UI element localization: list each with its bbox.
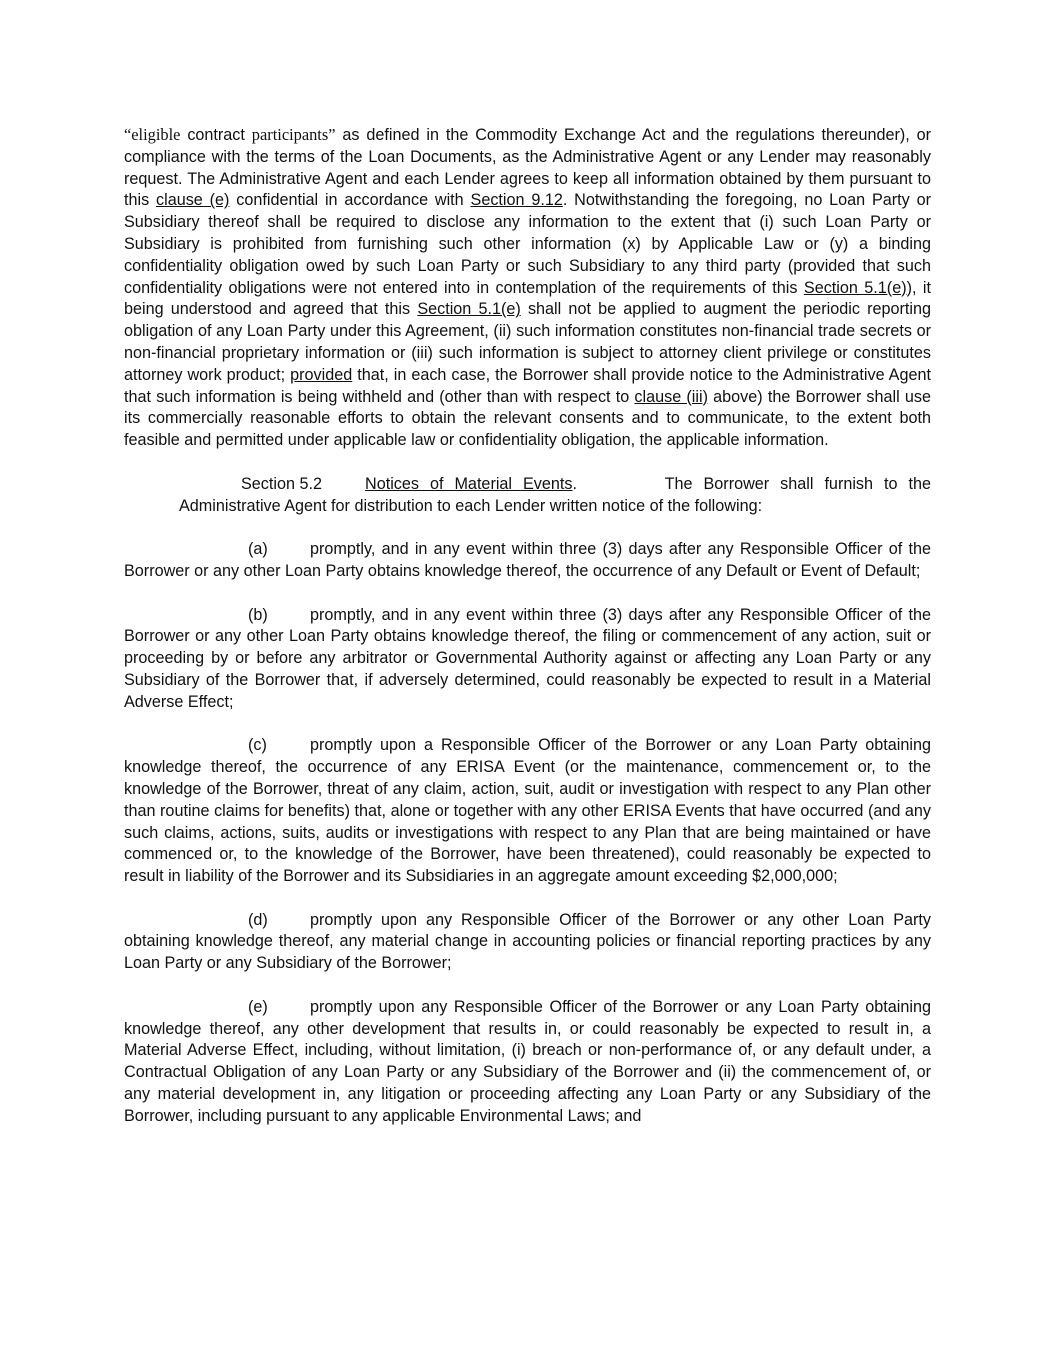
- section-intro-continuation: Administrative Agent for distribution to each Lender written notice of the following:: [179, 496, 763, 515]
- item-text: promptly, and in any event within three (3) days after any Responsible Officer of the Borrower or any other Loan Party obtains knowledge thereof, the occurrence of any Default or Event of Default;: [124, 540, 931, 580]
- defined-proviso: provided: [290, 365, 353, 384]
- list-item: [124, 910, 931, 975]
- section-number: Section 5.2: [241, 474, 322, 493]
- item-label: (a): [248, 540, 268, 559]
- paragraph-text: above) the Borrower shall use its commercially reasonable efforts to obtain the relevant consents and to communicate, to the extent both feasible and permitted under applicable law or confidentiality obligation, the applicable information.: [124, 387, 931, 450]
- paragraph-text: confidential in accordance with: [229, 191, 471, 210]
- item-label: (e): [248, 997, 268, 1016]
- list-item: [124, 605, 931, 714]
- list-item: [124, 735, 931, 888]
- paragraph-text: shall not be applied to augment the periodic reporting obligation of any Loan Party under this Agreement, (ii) such information constitutes non-financial trade secrets or non-financial proprietary information or (iii) such information is subject to attorney client privilege or constitutes attorney work product;: [124, 300, 932, 384]
- cross-reference: Section 9.12: [470, 191, 563, 210]
- cross-reference: Section 5.1(e): [803, 278, 907, 297]
- cross-reference: clause (e): [156, 191, 230, 210]
- paragraph-text: that, in each case, the Borrower shall provide notice to the Administrative Agent that such information is being withheld and (other than with respect to: [124, 365, 931, 406]
- item-text: promptly upon any Responsible Officer of the Borrower or any Loan Party obtaining knowledge thereof, any other development that results in, or could reasonably be expected to result in, a Material Adverse Effect, including, without limitation, (i) breach or non-performance of, or any default under, a Contractual Obligation of any Loan Party or any Subsidiary of the Borrower and (ii) the commencement of, or any material development in, any litigation or proceeding affecting any Loan Party or any Subsidiary of the Borrower, including pursuant to any applicable Environmental Laws; and: [124, 997, 931, 1125]
- section-heading: Section 5.2 Notices of Material Events. The Borrower shall furnish to the: [241, 474, 931, 496]
- item-label: (d): [248, 910, 268, 929]
- list-item: [124, 997, 931, 1128]
- item-label: (c): [248, 736, 267, 755]
- section-intro: The Borrower shall furnish to the: [664, 474, 932, 493]
- continuation-paragraph: [124, 124, 931, 452]
- document-page: [124, 124, 931, 1128]
- section-title: Notices of Material Events: [365, 474, 573, 493]
- cross-reference: clause (iii): [634, 387, 708, 406]
- item-text: promptly upon a Responsible Officer of the Borrower or any Loan Party obtaining knowledge thereof, the occurrence of any ERISA Event (or the maintenance, commencement or, to the knowledge of the Borrower, threat of any claim, action, suit, audit or investigation with respect to any Plan other than routine claims for benefits) that, alone or together with any other ERISA Events that have occurred (and any such claims, actions, suits, audits or investigations with respect to any Plan that are being maintained or have commenced or, to the knowledge of the Borrower, have been threatened), could reasonably be expected to result in liability of the Borrower and its Subsidiaries in an aggregate amount exceeding $2,000,000;: [124, 736, 931, 886]
- cross-reference: Section 5.1(e): [417, 300, 521, 319]
- item-label: (b): [248, 605, 268, 624]
- quoted-term-open: “eligible: [124, 125, 181, 144]
- item-text: promptly upon any Responsible Officer of the Borrower or any other Loan Party obtaining knowledge thereof, any material change in accounting policies or financial reporting practices by any Loan Party or any Subsidiary of the Borrower;: [124, 910, 931, 973]
- item-text: promptly, and in any event within three (3) days after any Responsible Officer of the Borrower or any other Loan Party obtains knowledge thereof, the filing or commencement of any action, suit or proceeding by or before any arbitrator or Governmental Authority against or affecting any Loan Party or any Subsidiary of the Borrower that, if adversely determined, could reasonably be expected to result in a Material Adverse Effect;: [124, 605, 931, 711]
- paragraph-text: contract: [180, 126, 252, 144]
- paragraph-text: as defined in the Commodity Exchange Act and the regulations thereunder), or compliance with the terms of the Loan Documents, as the Administrative Agent or any Lender may reasonably request. The Administrative Agent and each Lender agrees to keep all information obtained by them pursuant to this: [124, 126, 931, 210]
- paragraph-text: . Notwithstanding the foregoing, no Loan Party or Subsidiary thereof shall be required to disclose any information to the extent that (i) such Loan Party or Subsidiary is prohibited from furnishing such other information (x) by Applicable Law or (y) a binding confidentiality obligation owed by such Loan Party or such Subsidiary to any third party (provided that such confidentiality obligations were not entered into in contemplation of the requirements of this: [124, 191, 931, 297]
- quoted-term-close: participants”: [251, 125, 336, 144]
- paragraph-text: ), it being understood and agreed that this: [124, 278, 931, 319]
- list-item: [124, 539, 931, 583]
